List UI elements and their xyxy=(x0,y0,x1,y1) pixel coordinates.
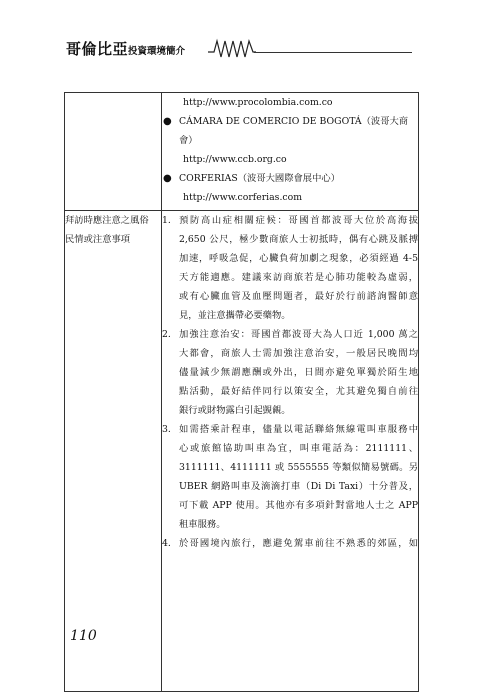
url-procolombia: http://www.procolombia.com.co xyxy=(183,97,333,108)
list-item-line: 天方能適應。建議來訪商旅若是心肺功能較為虛弱， xyxy=(179,272,418,283)
header-wave-ornament xyxy=(208,37,256,59)
header-title-sub: 投資環境簡介 xyxy=(128,46,186,57)
table-cell-label xyxy=(65,211,162,692)
list-item-line: 見，並注意攜帶必要藥物。 xyxy=(179,310,291,321)
contact-camara-cont: 會） xyxy=(179,135,198,146)
list-item-line: 2,650 公尺，極少數商旅人士初抵時，偶有心跳及脈搏 xyxy=(179,234,418,245)
list-item-number: 3. xyxy=(162,424,171,435)
bullet-icon: ● xyxy=(163,116,172,127)
contact-corferias xyxy=(162,169,418,188)
page-number: 110 xyxy=(70,628,97,644)
list-item-line: 點活動，最好結伴同行以策安全，尤其避免獨自前往 xyxy=(179,386,418,397)
list-item-line: 或有心臟血管及血壓問題者，最好於行前諮詢醫師意 xyxy=(179,291,418,302)
url-corferias: http://www.corferias.com xyxy=(183,192,303,203)
list-item-line: 加強注意治安：哥國首都波哥大為人口近 1,000 萬之 xyxy=(179,329,418,340)
header-title-main: 哥倫比亞 xyxy=(66,40,129,58)
list-item-body xyxy=(179,420,418,534)
list-item xyxy=(162,325,418,420)
header-rule xyxy=(254,52,412,53)
list-item-line: 預防高山症相關症候：哥國首都波哥大位於高海拔 xyxy=(179,215,418,226)
url-ccb: http://www.ccb.org.co xyxy=(183,154,287,165)
list-item-line: 租車服務。 xyxy=(179,519,226,530)
list-item-line: UBER 網路叫車及滴滴打車（Di Di Taxi）十分普及， xyxy=(179,481,418,492)
list-item xyxy=(162,420,418,534)
list-item-line: 如需搭乘計程車，儘量以電話聯絡無線電叫車服務中 xyxy=(179,424,418,435)
table-row-precautions xyxy=(65,211,419,692)
list-item-line: 大都會，商旅人士需加強注意治安，一般居民晚間均 xyxy=(179,348,418,359)
label-line-2: 民情或注意事項 xyxy=(65,234,131,245)
contact-camara-text: CÁMARA DE COMERCIO DE BOGOTÁ（波哥大商 xyxy=(179,116,409,127)
label-line-1: 拜訪時應注意之風俗 xyxy=(65,215,149,226)
list-item-line: 銀行或財物露白引起覬覦。 xyxy=(179,405,291,416)
list-item-line: 3111111、4111111 或 5555555 等類似簡易號碼。另 xyxy=(179,462,418,473)
table-cell-empty-label xyxy=(65,93,162,211)
list-item-number: 1. xyxy=(162,215,171,226)
list-item-number: 4. xyxy=(162,538,171,549)
list-item-body xyxy=(179,211,418,325)
list-item-line: 加速，呼吸急促，心臟負荷加劇之現象，必須經過 4-5 xyxy=(179,253,418,264)
contact-camara xyxy=(162,112,418,131)
list-item-line: 儘量減少無謂應酬或外出，日間亦避免單獨於陌生地 xyxy=(179,367,418,378)
table-cell-contacts xyxy=(162,93,419,211)
table-cell-precautions xyxy=(162,211,419,692)
list-item-line: 於哥國境內旅行，應避免駕車前往不熟悉的郊區，如 xyxy=(179,538,418,549)
list-item-line: 可下載 APP 使用。其他亦有多項針對當地人士之 APP xyxy=(179,500,418,511)
bullet-icon: ● xyxy=(163,173,172,184)
list-item-number: 2. xyxy=(162,329,171,340)
list-item-body xyxy=(179,325,418,420)
contact-corferias-text: CORFERIAS（波哥大國際會展中心） xyxy=(179,173,340,184)
precaution-list xyxy=(162,211,418,553)
list-item-body xyxy=(179,534,418,553)
list-item xyxy=(162,211,418,325)
list-item-line: 心或旅館協助叫車為宜，叫車電話為：2111111、 xyxy=(179,443,418,454)
header-title xyxy=(66,41,185,57)
info-table xyxy=(64,92,419,692)
list-item xyxy=(162,534,418,553)
table-row-contacts xyxy=(65,93,419,211)
